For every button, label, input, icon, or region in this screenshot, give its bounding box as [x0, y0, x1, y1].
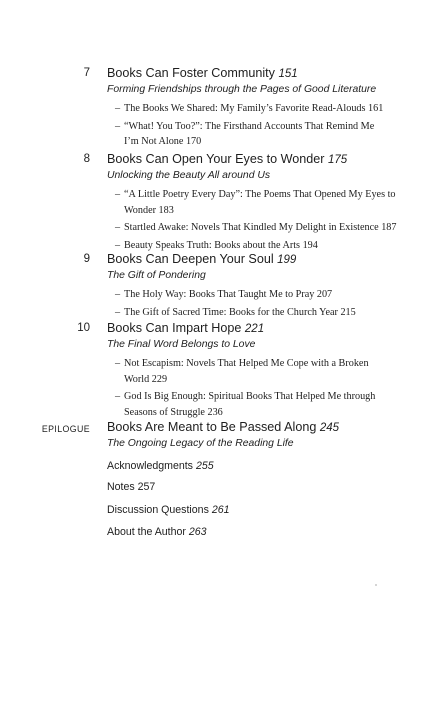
page-number: 199 — [277, 254, 297, 266]
page-speck — [375, 584, 377, 586]
page-number: 245 — [319, 422, 340, 434]
chapter-title[interactable]: Books Can Deepen Your Soul 199 — [107, 252, 297, 266]
page-number: 221 — [244, 323, 265, 335]
dash: – — [115, 222, 121, 233]
dash: – — [115, 239, 121, 251]
chapter-entry — [107, 320, 407, 422]
page-number: 151 — [278, 68, 298, 80]
section-item[interactable]: – The Holy Way: Books That Taught Me to Pray 207 — [107, 287, 407, 303]
back-matter-item[interactable]: Notes 257 — [107, 481, 156, 493]
dash: – — [115, 289, 121, 300]
chapter-number: 7 — [83, 67, 90, 79]
chapter-number: 9 — [83, 253, 90, 265]
page-number: 257 — [137, 481, 156, 493]
chapter-title[interactable]: Books Are Meant to Be Passed Along 245 — [107, 420, 340, 434]
page-number: 261 — [211, 504, 230, 516]
chapter-number: 10 — [77, 322, 90, 334]
dash: – — [115, 120, 121, 132]
chapter-subtitle: The Ongoing Legacy of the Reading Life — [107, 438, 294, 449]
chapter-entry — [107, 419, 407, 451]
chapter-title[interactable]: Books Can Foster Community 151 — [107, 66, 298, 80]
chapter-entry — [107, 151, 407, 255]
dash: – — [115, 103, 121, 114]
back-matter-item[interactable]: About the Author 263 — [107, 526, 207, 538]
page-number: 263 — [188, 526, 207, 538]
section-item[interactable]: – The Books We Shared: My Family’s Favorite Read-Alouds 161 — [107, 101, 407, 117]
section-item[interactable]: – “A Little Poetry Every Day”: The Poems That Opened My Eyes to Wonder 183 — [115, 189, 396, 216]
chapter-title[interactable]: Books Can Open Your Eyes to Wonder 175 — [107, 152, 348, 166]
chapter-subtitle: The Gift of Pondering — [107, 270, 206, 281]
dash: – — [115, 391, 121, 402]
dash: – — [115, 306, 121, 318]
epilogue-label: EPILOGUE — [41, 424, 90, 434]
chapter-entry — [107, 65, 407, 152]
chapter-title[interactable]: Books Can Impart Hope 221 — [107, 321, 265, 335]
dash: – — [115, 358, 121, 369]
page-number: 255 — [195, 460, 214, 472]
back-matter-item[interactable]: Discussion Questions 261 — [107, 504, 230, 516]
section-item[interactable]: – “What! You Too?”: The Firsthand Accounts That Remind Me I’m Not Alone 170 — [115, 120, 375, 147]
section-item[interactable]: – Not Escapism: Novels That Helped Me Cope with a Broken World 229 — [115, 358, 369, 385]
chapter-subtitle: The Final Word Belongs to Love — [107, 339, 256, 350]
page-number: 175 — [328, 154, 348, 166]
back-matter-item[interactable]: Acknowledgments 255 — [107, 460, 214, 472]
chapter-subtitle: Forming Friendships through the Pages of Good Literature — [107, 84, 377, 95]
chapter-number: 8 — [83, 153, 90, 165]
section-item[interactable]: – Beauty Speaks Truth: Books about the Arts 194 — [107, 238, 407, 254]
dash: – — [115, 189, 121, 200]
section-item[interactable]: – The Gift of Sacred Time: Books for the Church Year 215 — [107, 305, 407, 321]
chapter-entry — [107, 251, 407, 322]
section-item[interactable]: – God Is Big Enough: Spiritual Books That Helped Me through Seasons of Struggle 236 — [115, 391, 376, 418]
section-item[interactable]: – Startled Awake: Novels That Kindled My Delight in Existence 187 — [107, 220, 407, 236]
chapter-subtitle: Unlocking the Beauty All around Us — [107, 170, 271, 181]
